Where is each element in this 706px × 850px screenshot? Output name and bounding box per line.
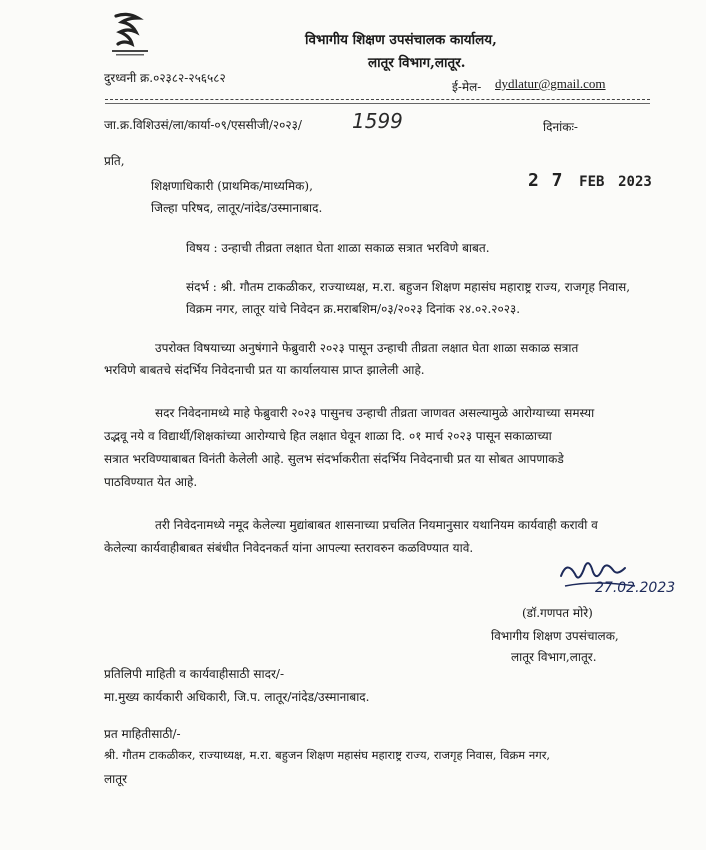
date-stamp (528, 170, 652, 191)
date-label: दिनांकः- (543, 120, 578, 134)
signatory-place: लातूर विभाग,लातूर. (511, 650, 597, 664)
date-stamp-day: 2 7 (528, 170, 564, 191)
paragraph-1-line2: भरविणे बाबतचे संदर्भिय निवेदनाची प्रत या कार्यालयास प्राप्त झालेली आहे. (104, 363, 425, 377)
paragraph-1-line1: उपरोक्त विषयाच्या अनुषंगाने फेब्रुवारी २०२३ पासून उन्हाची तीव्रता लक्षात घेता शाळा सकाळ सत्रात (155, 341, 579, 355)
paragraph-3-line1: तरी निवेदनामध्ये नमूद केलेल्या मुद्यांबाबत शासनाच्या प्रचलित नियमानुसार यथानियम कार्यवाही करावी व (155, 518, 598, 532)
paragraph-2-line1: सदर निवेदनामध्ये माहे फेब्रुवारी २०२३ पासुनच उन्हाची तीव्रता जाणवत असल्यामुळे आरोग्याच्या समस्या (155, 406, 595, 420)
email-address[interactable]: dydlatur@gmail.com (495, 76, 606, 91)
copy-for-action-title: प्रतिलिपी माहिती व कार्यवाहीसाठी सादर/- (104, 667, 285, 681)
copy-for-info-line1: श्री. गौतम टाकळीकर, राज्याध्यक्ष, म.रा. बहुजन शिक्षण महासंघ महाराष्ट्र राज्य, राजगृह निवास, विक्रम नगर, (104, 748, 551, 762)
reference-number: जा.क्र.विशिउसं/ला/कार्या-०९/एससीजी/२०२३/ (104, 118, 302, 132)
addressee-line1: शिक्षणाधिकारी (प्राथमिक/माध्यमिक), (151, 179, 313, 193)
paragraph-2-line3: सत्रात भरविण्याबाबत विनंती केलेली आहे. सुलभ संदर्भाकरीता संदर्भिय निवेदनाची प्रत या सोबत आपणाकडे (104, 452, 564, 466)
phone-number: दुरध्वनी क्र.०२३८२-२५६५८२ (104, 71, 226, 85)
copy-for-info-line2: लातूर (104, 772, 127, 786)
subject-line: विषय : उन्हाची तीव्रता लक्षात घेता शाळा सकाळ सत्रात भरविणे बाबत. (186, 241, 490, 255)
date-stamp-month: FEB (579, 174, 605, 190)
date-stamp-year: 2023 (618, 174, 652, 190)
paragraph-2-line4: पाठविण्यात येत आहे. (104, 475, 198, 489)
signature-date: 27.02.2023 (595, 580, 676, 596)
prati-label: प्रति, (104, 154, 125, 168)
paragraph-2-line2: उद्भवू नये व विद्यार्थी/शिक्षकांच्या आरोग्याचे हित लक्षात घेवून शाळा दि. ०१ मार्च २०२३ पासून सकाळाच्या (104, 429, 552, 443)
office-name-line2: लातूर विभाग,लातूर. (368, 55, 466, 71)
reference-line2: विक्रम नगर, लातूर यांचे निवेदन क्र.मराबशिम/०३/२०२३ दिनांक २४.०२.२०२३. (186, 302, 521, 316)
signatory-designation: विभागीय शिक्षण उपसंचालक, (491, 629, 619, 643)
copy-for-action-recipient: मा.मुख्य कार्यकारी अधिकारी, जि.प. लातूर/नांदेड/उस्मानाबाद. (104, 690, 370, 704)
copy-for-info-title: प्रत माहितीसाठी/- (104, 727, 181, 741)
addressee-line2: जिल्हा परिषद, लातूर/नांदेड/उस्मानाबाद. (151, 201, 323, 215)
handwritten-outward-number: 1599 (352, 109, 403, 133)
signatory-name: (डॉ.गणपत मोरे) (522, 606, 593, 620)
reference-line1: संदर्भ : श्री. गौतम टाकळीकर, राज्याध्यक्ष, म.रा. बहुजन शिक्षण महासंघ महाराष्ट्र राज्य, राजगृह निवास, (186, 280, 631, 294)
email-label: ई-मेल- (452, 80, 482, 94)
header-divider (105, 99, 650, 100)
header-divider-2 (105, 103, 650, 104)
department-logo (108, 10, 152, 58)
paragraph-3-line2: केलेल्या कार्यवाहीबाबत संबंधीत निवेदनकर्त यांना आपल्या स्तरावरुन कळविण्यात यावे. (104, 541, 474, 555)
office-name-line1: विभागीय शिक्षण उपसंचालक कार्यालय, (305, 32, 497, 48)
